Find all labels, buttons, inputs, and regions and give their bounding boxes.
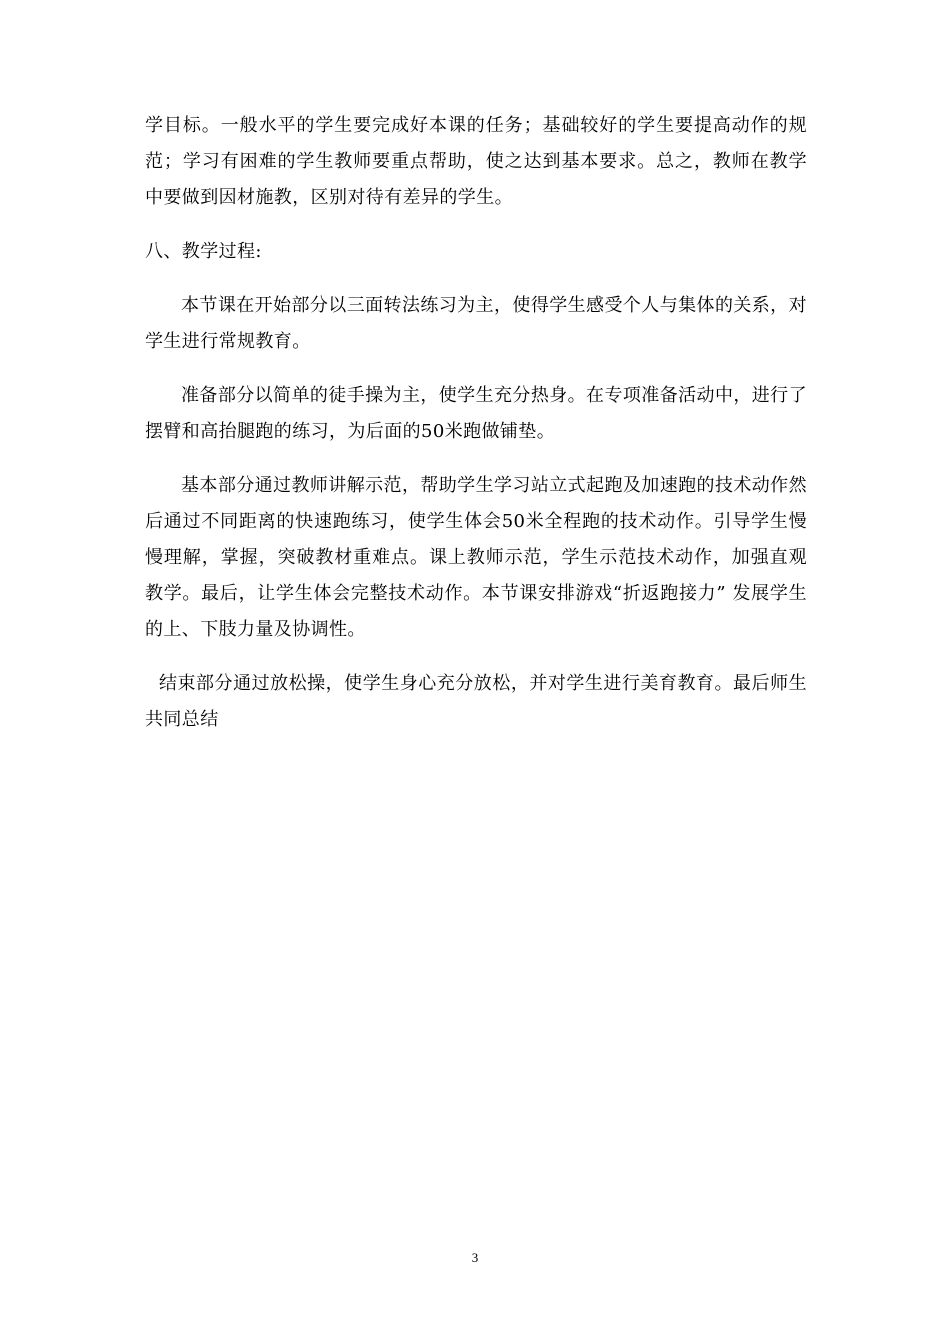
section-heading: 八、教学过程: bbox=[145, 241, 262, 262]
paragraph-opening-part: 本节课在开始部分以三面转法练习为主，使得学生感受个人与集体的关系，对学生进行常规教育。 bbox=[145, 295, 807, 352]
paragraph-basic-part: 基本部分通过教师讲解示范，帮助学生学习站立式起跑及加速跑的技术动作然后通过不同距离的快速跑练习，使学生体会50米全程跑的技术动作。引导学生慢慢理解，掌握，突破教材重难点。课上教师示范，学生示范技术动作，加强直观教学。最后，让学生体会完整技术动作。本节课安排游戏“折返跑接力” 发展学生的上、下肢力量及协调性。 bbox=[145, 475, 807, 640]
paragraph-preparation-part: 准备部分以简单的徒手操为主，使学生充分热身。在专项准备活动中，进行了摆臂和高抬腿跑的练习，为后面的50米跑做铺垫。 bbox=[145, 385, 807, 442]
page-number: 3 bbox=[471, 1250, 479, 1265]
paragraph-ending-part: 结束部分通过放松操，使学生身心充分放松，并对学生进行美育教育。最后师生共同总结 bbox=[145, 673, 807, 730]
document-body bbox=[145, 108, 807, 756]
paragraph-continuation: 学目标。一般水平的学生要完成好本课的任务；基础较好的学生要提高动作的规范；学习有困难的学生教师要重点帮助，使之达到基本要求。总之，教师在教学中要做到因材施教，区别对待有差异的学生。 bbox=[145, 115, 807, 208]
